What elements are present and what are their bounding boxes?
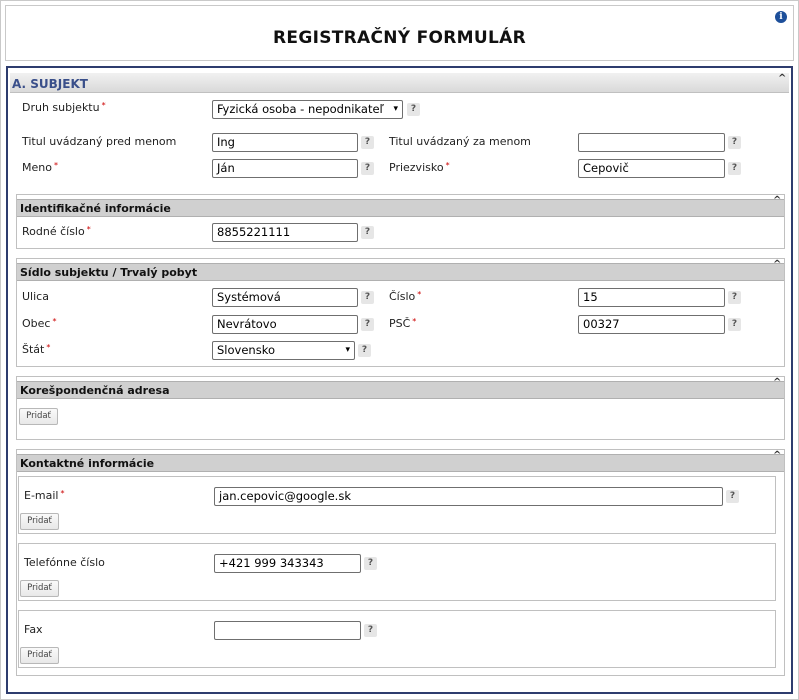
help-icon[interactable]: ? [726,490,739,503]
help-icon[interactable]: ? [361,291,374,304]
add-fax-button[interactable]: Pridať [20,647,59,664]
zip-label: PSČ * [389,317,417,330]
required-marker: * [46,343,51,352]
birth-number-label: Rodné číslo * [22,225,91,238]
phone-label: Telefónne číslo [24,556,105,569]
fax-box [18,610,776,668]
identification-title: Identifikačné informácie [20,202,171,215]
title-before-label: Titul uvádzaný pred menom [22,135,177,148]
number-input[interactable]: 15 [578,288,725,307]
section-subject-title: A. SUBJEKT [12,77,88,91]
required-marker: * [53,161,58,170]
first-name-label: Meno * [22,161,58,174]
collapse-icon[interactable]: ^ [773,195,782,206]
chevron-down-icon: ▾ [345,345,350,355]
country-select[interactable]: Slovensko ▾ [212,341,355,360]
correspondence-title: Korešpondenčná adresa [20,384,170,397]
collapse-icon[interactable]: ^ [773,259,782,270]
phone-box [18,543,776,601]
help-icon[interactable]: ? [728,136,741,149]
help-icon[interactable]: ? [728,162,741,175]
country-label: Štát * [22,343,51,356]
number-label: Číslo * [389,290,422,303]
fax-label: Fax [24,623,43,636]
add-email-button[interactable]: Pridať [20,513,59,530]
street-input[interactable]: Systémová [212,288,358,307]
help-icon[interactable]: ? [361,318,374,331]
first-name-input[interactable]: Ján [212,159,358,178]
collapse-icon[interactable]: ^ [773,377,782,388]
city-input[interactable]: Nevrátovo [212,315,358,334]
street-label: Ulica [22,290,49,303]
contact-title: Kontaktné informácie [20,457,155,470]
help-icon[interactable]: ? [364,557,377,570]
required-marker: * [52,317,57,326]
title-before-input[interactable]: Ing [212,133,358,152]
page-title: REGISTRAČNÝ FORMULÁR [273,28,526,48]
help-icon[interactable]: ? [364,624,377,637]
required-marker: * [101,101,106,110]
collapse-icon[interactable]: ^ [773,450,782,461]
required-marker: * [412,317,417,326]
subject-type-label: Druh subjektu * [22,101,106,114]
add-correspondence-button[interactable]: Pridať [19,408,58,425]
subject-type-select[interactable]: Fyzická osoba - nepodnikateľ ▾ [212,100,403,119]
required-marker: * [60,489,65,498]
help-icon[interactable]: ? [361,162,374,175]
collapse-icon[interactable]: ^ [778,73,787,84]
last-name-input[interactable]: Cepovič [578,159,725,178]
fax-input[interactable] [214,621,361,640]
add-phone-button[interactable]: Pridať [20,580,59,597]
email-input[interactable]: jan.cepovic@google.sk [214,487,723,506]
last-name-label: Priezvisko * [389,161,450,174]
help-icon[interactable]: ? [361,136,374,149]
phone-input[interactable]: +421 999 343343 [214,554,361,573]
section-subject-header[interactable] [10,73,789,93]
help-icon[interactable]: ? [728,291,741,304]
help-icon[interactable]: ? [358,344,371,357]
zip-input[interactable]: 00327 [578,315,725,334]
chevron-down-icon: ▾ [393,104,398,114]
email-label: E-mail * [24,489,65,502]
title-after-label: Titul uvádzaný za menom [389,135,531,148]
required-marker: * [417,290,422,299]
help-icon[interactable]: ? [407,103,420,116]
required-marker: * [86,225,91,234]
title-after-input[interactable] [578,133,725,152]
birth-number-input[interactable]: 8855221111 [212,223,358,242]
help-icon[interactable]: ? [361,226,374,239]
help-icon[interactable]: ? [728,318,741,331]
city-label: Obec * [22,317,57,330]
info-icon[interactable]: i [775,11,787,23]
required-marker: * [445,161,450,170]
address-title: Sídlo subjektu / Trvalý pobyt [20,266,198,279]
